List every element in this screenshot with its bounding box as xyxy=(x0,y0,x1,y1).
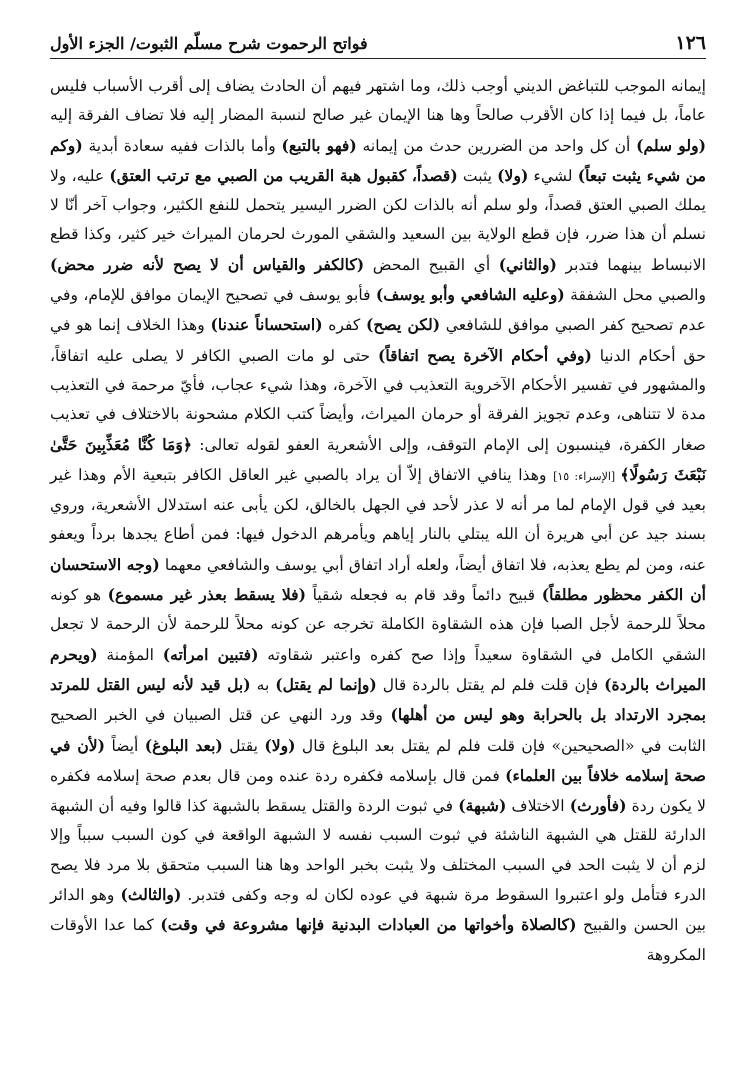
matn-quote: (كالصلاة وأخواتها من العبادات البدنية فإنها مشروعة في وقت) xyxy=(160,915,577,935)
text-segment: الاختلاف xyxy=(506,797,570,816)
text-segment: فأبو يوسف في تصحيح الإيمان موافق للإمام، وفي عدم تصحيح كفر الصبي موافق للشافعي xyxy=(50,286,707,335)
matn-quote: (ولا) xyxy=(264,735,296,755)
matn-quote: (والثالث) xyxy=(120,885,182,905)
matn-quote: (وفي أحكام الآخرة يصح اتفاقاً) xyxy=(377,345,592,365)
text-segment: فمن قال بإسلامه فكفره ردة عنده ومن قال بعدم صحة إسلامه فكفره لا يكون ردة xyxy=(50,766,706,816)
matn-quote: (ولو سلم) xyxy=(636,135,707,155)
text-segment: حتى لو مات الصبي الكافر لا يصلى عليه اتفاقاً، والمشهور في تفسير الأحكام الآخروية التعذيب في الآخرة، وهذا شيء عجاب، فأيّ مرحمة في التعذيب مدة لا تتناهى، وعدم تجويز الفرقة أو حرمان الميراث، وأيضاً كتب الكلام مشحونة بالاختلاف في تعذيب صغار الكفرة، فينسبون إلى الإمام التوقف، وإلى الأشعرية العفو لقوله تعالى: xyxy=(50,346,706,454)
matn-quote: (فأورث) xyxy=(569,796,627,816)
matn-quote: (بعد البلوغ) xyxy=(144,735,223,755)
matn-quote: (لأن في صحة إسلامه خلافاً بين العلماء) xyxy=(50,735,706,785)
text-segment: وأما بالذات ففيه سعادة أبدية xyxy=(82,136,282,155)
matn-quote: (شبهة) xyxy=(458,796,507,816)
text-segment: إيمانه الموجب للتباغض الديني أوجب ذلك، وما اشتهر فيهم أن الحادث يضاف إلى أقرب الأسباب فليس عاماً، بل فيما إذا كان الأقرب صالحاً وها هنا الإيمان غير صالح لنسبة المضار إليه فلا تضاف الفرقة إليه xyxy=(50,77,706,125)
matn-quote: (لكن يصح) xyxy=(366,315,441,335)
text-segment: وهذا الخلاف إنما هو في حق أحكام الدنيا xyxy=(50,316,706,365)
matn-quote: (ويحرم الميراث بالردة) xyxy=(50,644,706,694)
text-segment: به xyxy=(250,675,276,694)
matn-quote: (وكم من شيء يثبت تبعاً) xyxy=(50,135,707,185)
text-segment: قبيح دائماً وقد قام به فجعله شقياً xyxy=(306,586,542,605)
text-segment: لشيء xyxy=(528,166,578,185)
matn-quote: (فتبين امرأته) xyxy=(162,644,259,664)
matn-quote: (ولا) xyxy=(497,165,529,185)
text-segment: كما عدا الأوقات المكروهة xyxy=(50,916,706,964)
text-segment: وقد ورد النهي عن قتل الصبيان في الخبر الصحيح الثابت في «الصحيحين» فإن قلت فلم لم يقتل بعد البلوغ قال xyxy=(50,706,706,755)
text-segment: عليه، ولا يملك الصبي العتق قصداً، ولو سلم أنه بالذات لكن الضرر اليسير يتحمل للنفع الكثير، وجواب آخر أنّا لا نسلم أن هذا ضرر، فإن قطع الولاية بين السعيد والشقي المورث لحرمان الميراث خير كثير، وكذا قطع الانبساط بينهما فتدبر xyxy=(50,166,706,274)
text-segment: فإن قلت فلم لم يقتل بالردة قال xyxy=(376,675,605,694)
text-segment: وهو الدائر بين الحسن والقبيح xyxy=(50,886,706,935)
body-text xyxy=(50,72,706,970)
matn-quote: (فهو بالتبع) xyxy=(281,135,357,155)
text-segment: هو كونه محلاً للرحمة لأجل الصبا فإن هذه الشقاوة الكاملة تخرجه عن كونه محلاً للرحمة لأن الرحمة لا تجعل الشقي الكامل في الشقاوة سعيداً وإذا صح كفره واعتبر شقاوته xyxy=(50,586,707,664)
matn-quote: (كالكفر والقياس أن لا يصح لأنه ضرر محض) xyxy=(50,254,365,274)
text-segment: يقتل xyxy=(222,736,265,755)
text-segment: أن كل واحد من الضررين حدث من إيمانه xyxy=(356,136,637,155)
matn-quote: (بل قيد لأنه ليس القتل للمرتد بمجرد الارتداد بل بالحرابة وهو ليس من أهلها) xyxy=(50,674,706,725)
matn-quote: (والثاني) xyxy=(498,254,557,274)
text-segment: في ثبوت الردة والقتل يسقط بالشبهة كذا قالوا وفيه أن الشبهة الدارئة للقتل هي الشبهة الناشئة في ثبوت السبب نفسه لا الشبهة الواقعة في كون السبب سبباً وإلا لزم أن لا يثبت الحد في السبب المختلف ولا يثبت بخبر الواحد وها هنا السبب متحقق بلا مرد فلا يصح الدرء فتأمل ولو اعتبروا السقوط مرة شبهة في عوده لكان له وجه وكفى فتدبر. xyxy=(50,797,706,905)
text-segment: أيضاً xyxy=(105,736,145,755)
page-header xyxy=(50,28,706,59)
text-segment: وهذا ينافي الاتفاق إلاّ أن يراد بالصبي غير العاقل الكافر بتبعية الأم وهذا غير بعيد في قول الإمام لما مر أنه لا عذر لأحد في الجهل بالخالق، لكن يأبى عنه استدلال الأشعرية، وروي بسند جيد عن أبي هريرة أن الله يبتلي بالنار إياهم ويأمرهم الدخول فيها: فمن أطاع يجدها برداً ويعفو عنه، ومن لم يطع يعذبه، فلا اتفاق أيضاً، ولعله أراد اتفاق أبي يوسف والشافعي معهما xyxy=(50,465,706,574)
body-paragraph xyxy=(50,72,706,970)
verse-reference: [الإسراء: ١٥] xyxy=(553,469,621,483)
matn-quote: (قصداً، كقبول هبة القريب من الصبي مع ترتب العتق) xyxy=(109,165,458,185)
text-segment: يثبت xyxy=(457,166,498,185)
matn-quote: (فلا يسقط بعذر غير مسموع) xyxy=(107,585,307,605)
matn-quote: (وإنما لم يقتل) xyxy=(275,674,377,694)
text-segment: والصبي محل الشفقة xyxy=(564,286,706,305)
matn-quote: (وعليه الشافعي وأبو يوسف) xyxy=(375,285,565,305)
text-segment: كفره xyxy=(322,316,367,335)
running-title: فواتح الرحموت شرح مسلّم الثبوت/ الجزء الأول xyxy=(50,33,368,53)
text-segment: المؤمنة xyxy=(97,645,163,664)
text-segment: أي القبيح المحض xyxy=(364,255,499,274)
matn-quote: ﴿وَمَا كُنَّا مُعَذِّبِينَ حَتَّىٰ نَبْعَثَ رَسُولًا﴾ xyxy=(50,434,706,484)
matn-quote: (استحساناً عندنا) xyxy=(210,315,323,335)
matn-quote: (وجه الاستحسان أن الكفر محظور مطلقاً) xyxy=(50,554,706,605)
page-number: ١٢٦ xyxy=(675,32,706,54)
